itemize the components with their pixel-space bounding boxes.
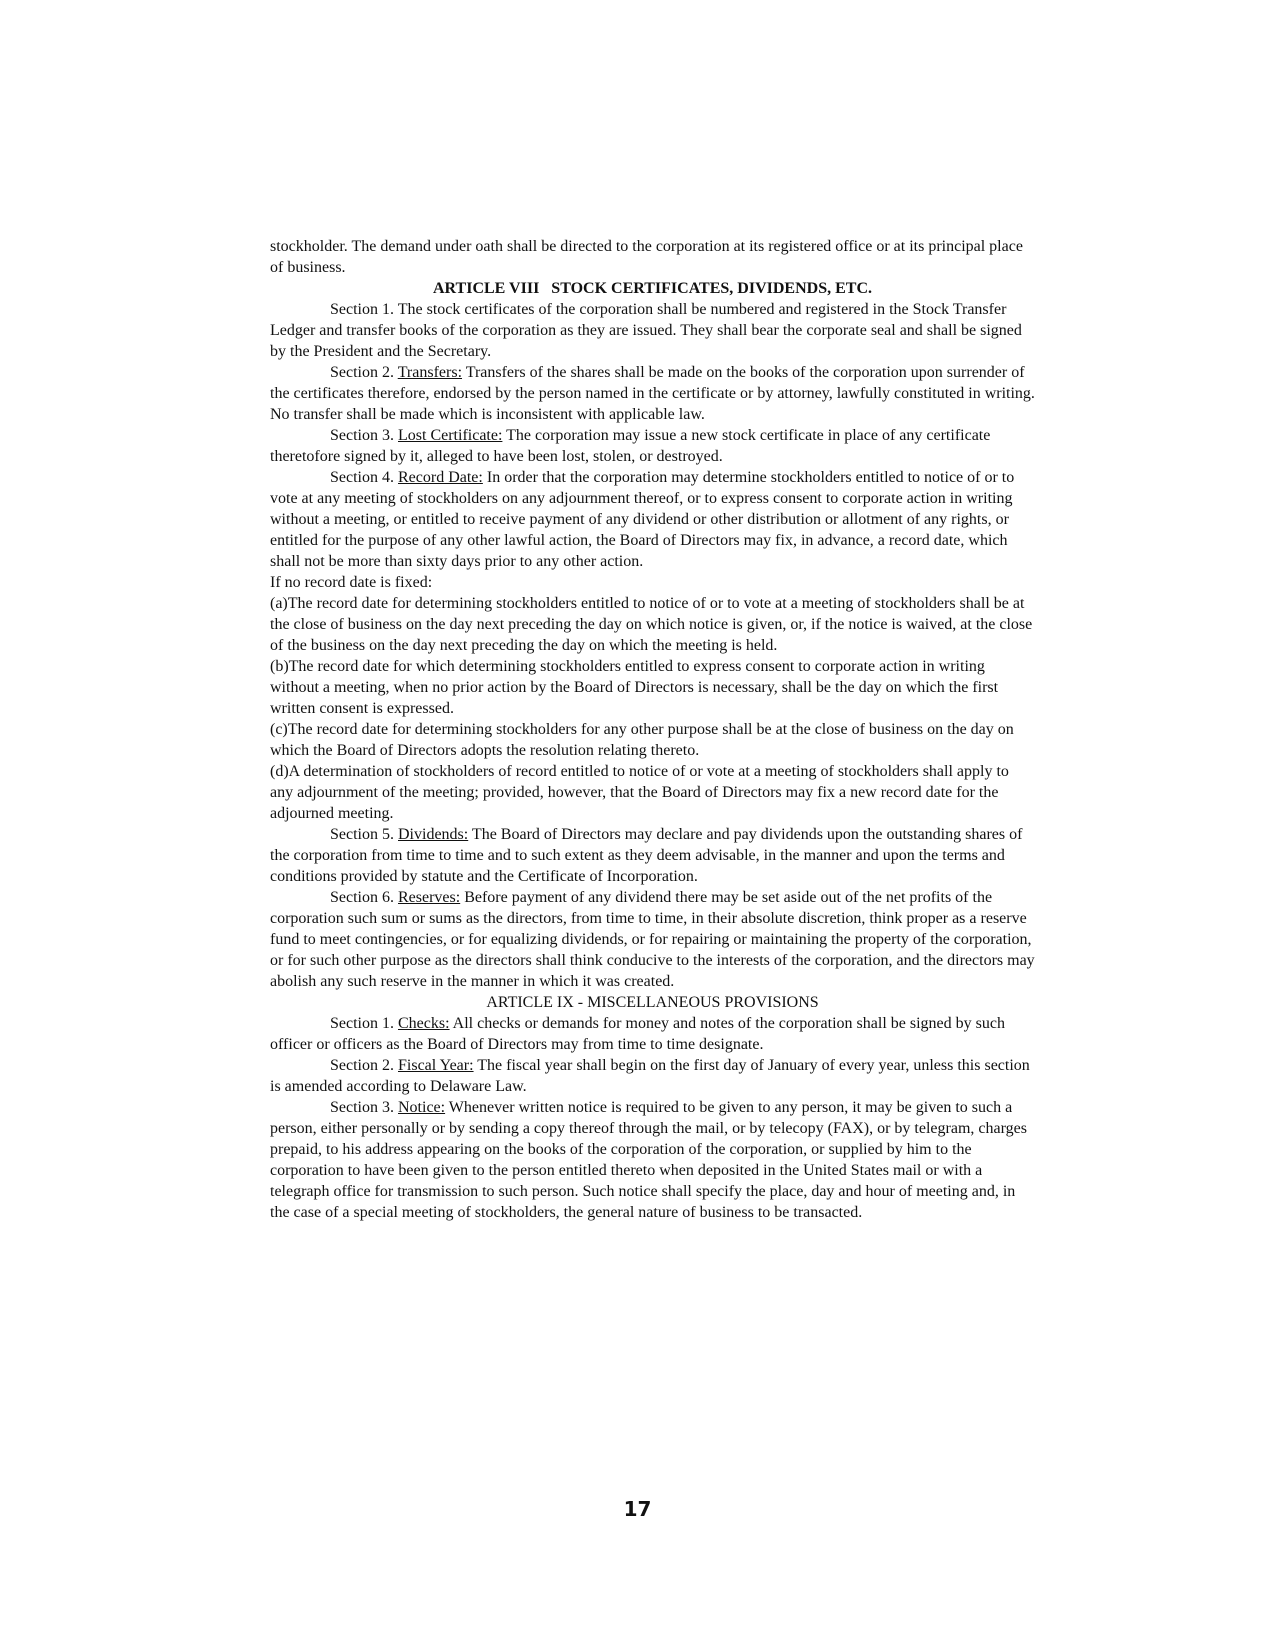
article-ix-heading: ARTICLE IX - MISCELLANEOUS PROVISIONS — [486, 994, 819, 1011]
intro-paragraph: stockholder. The demand under oath shall be directed to the corporation at its registered office or at its principal place of business. — [270, 238, 1023, 276]
record-date-item-b: (b)The record date for which determining stockholders entitled to express consent to corporate action in writing without a meeting, when no prior action by the Board of Directors is necessary, shall be the day on which the first written consent is expressed. — [270, 658, 999, 717]
section-prefix: Section 1. — [330, 301, 394, 318]
article-ix-section-3 — [270, 1097, 1035, 1223]
record-date-item-a: (a)The record date for determining stockholders entitled to notice of or to vote at a meeting of stockholders shall be at the close of business on the day next preceding the day on which notice is given, or, if the notice is waived, at the close of the business on the day next preceding the day on which the meeting is held. — [270, 595, 1033, 654]
page-number: 17 — [623, 1497, 652, 1521]
section-body: Before payment of any dividend there may be set aside out of the net profits of the corporation such sum or sums as the directors, from time to time, in their absolute discretion, think proper as a reserve fund to meet contingencies, or for equalizing dividends, or for repairing or maintaining the property of the corporation, or for such other purpose as the directors shall think conducive to the interests of the corporation, and the directors may abolish any such reserve in the manner in which it was created. — [270, 889, 1035, 990]
section-title-notice: Notice: — [398, 1099, 446, 1116]
section-body: Whenever written notice is required to be given to any person, it may be given to such a person, either personally or by sending a copy thereof through the mail, or by telecopy (FAX), or by telegram, charges prepaid, to his address appearing on the books of the corporation of the corporation, or supplied by him to the corporation to have been given to the person entitled thereto when deposited in the United States mail or with a telegraph office for transmission to such person. Such notice shall specify the place, day and hour of meeting and, in the case of a special meeting of stockholders, the general nature of business to be transacted. — [270, 1099, 1027, 1221]
article-viii-section-3 — [270, 425, 1035, 467]
article-viii-heading: ARTICLE VIII STOCK CERTIFICATES, DIVIDENDS, ETC. — [433, 280, 872, 297]
section-prefix: Section 4. — [330, 469, 394, 486]
section-title-record-date: Record Date: — [398, 469, 483, 486]
section-body: In order that the corporation may determine stockholders entitled to notice of or to vote at any meeting of stockholders on any adjournment thereof, or to express consent to corporate action in writing without a meeting, or entitled to receive payment of any dividend or other distribution or allotment of any rights, or entitled for the purpose of any other lawful action, the Board of Directors may fix, in advance, a record date, which shall not be more than sixty days prior to any other action. — [270, 469, 1015, 570]
section-prefix: Section 3. — [330, 1099, 394, 1116]
section-prefix: Section 2. — [330, 1057, 394, 1074]
section-title-fiscal-year: Fiscal Year: — [398, 1057, 474, 1074]
section-title-lost-certificate: Lost Certificate: — [398, 427, 503, 444]
section-body: The Board of Directors may declare and pay dividends upon the outstanding shares of the corporation from time to time and to such extent as they deem advisable, in the manner and upon the terms and conditions provided by statute and the Certificate of Incorporation. — [270, 826, 1023, 885]
section-title-reserves: Reserves: — [398, 889, 461, 906]
section-title-transfers: Transfers: — [397, 364, 463, 381]
section-prefix: Section 3. — [330, 427, 394, 444]
section-body: All checks or demands for money and notes of the corporation shall be signed by such officer or officers as the Board of Directors may from time to time designate. — [270, 1015, 1005, 1053]
section-body: The corporation may issue a new stock certificate in place of any certificate theretofore signed by it, alleged to have been lost, stolen, or destroyed. — [270, 427, 991, 465]
section-prefix: Section 6. — [330, 889, 394, 906]
section-body: The fiscal year shall begin on the first day of January of every year, unless this section is amended according to Delaware Law. — [270, 1057, 1030, 1095]
article-ix-section-2 — [270, 1055, 1035, 1097]
article-viii-section-4 — [270, 467, 1035, 572]
article-ix-section-1 — [270, 1013, 1035, 1055]
section-prefix: Section 5. — [330, 826, 394, 843]
article-viii-section-2 — [270, 362, 1035, 425]
section-title-dividends: Dividends: — [398, 826, 469, 843]
no-record-date-line: If no record date is fixed: — [270, 574, 433, 591]
section-body: Transfers of the shares shall be made on the books of the corporation upon surrender of the certificates therefore, endorsed by the person named in the certificate or by attorney, lawfully constituted in writing. No transfer shall be made which is inconsistent with applicable law. — [270, 364, 1035, 423]
article-viii-section-1 — [270, 299, 1035, 362]
section-body: The stock certificates of the corporation shall be numbered and registered in the Stock Transfer Ledger and transfer books of the corporation as they are issued. They shall bear the corporate seal and shall be signed by the President and the Secretary. — [270, 301, 1022, 360]
article-viii-section-6 — [270, 887, 1035, 992]
record-date-item-c: (c)The record date for determining stockholders for any other purpose shall be at the close of business on the day on which the Board of Directors adopts the resolution relating thereto. — [270, 721, 1014, 759]
article-viii-section-5 — [270, 824, 1035, 887]
section-prefix: Section 1. — [330, 1015, 394, 1032]
record-date-item-d: (d)A determination of stockholders of record entitled to notice of or vote at a meeting of stockholders shall apply to any adjournment of the meeting; provided, however, that the Board of Directors may fix a new record date for the adjourned meeting. — [270, 763, 1009, 822]
section-prefix: Section 2. — [330, 364, 394, 381]
document-page — [270, 236, 1035, 1223]
section-title-checks: Checks: — [398, 1015, 450, 1032]
